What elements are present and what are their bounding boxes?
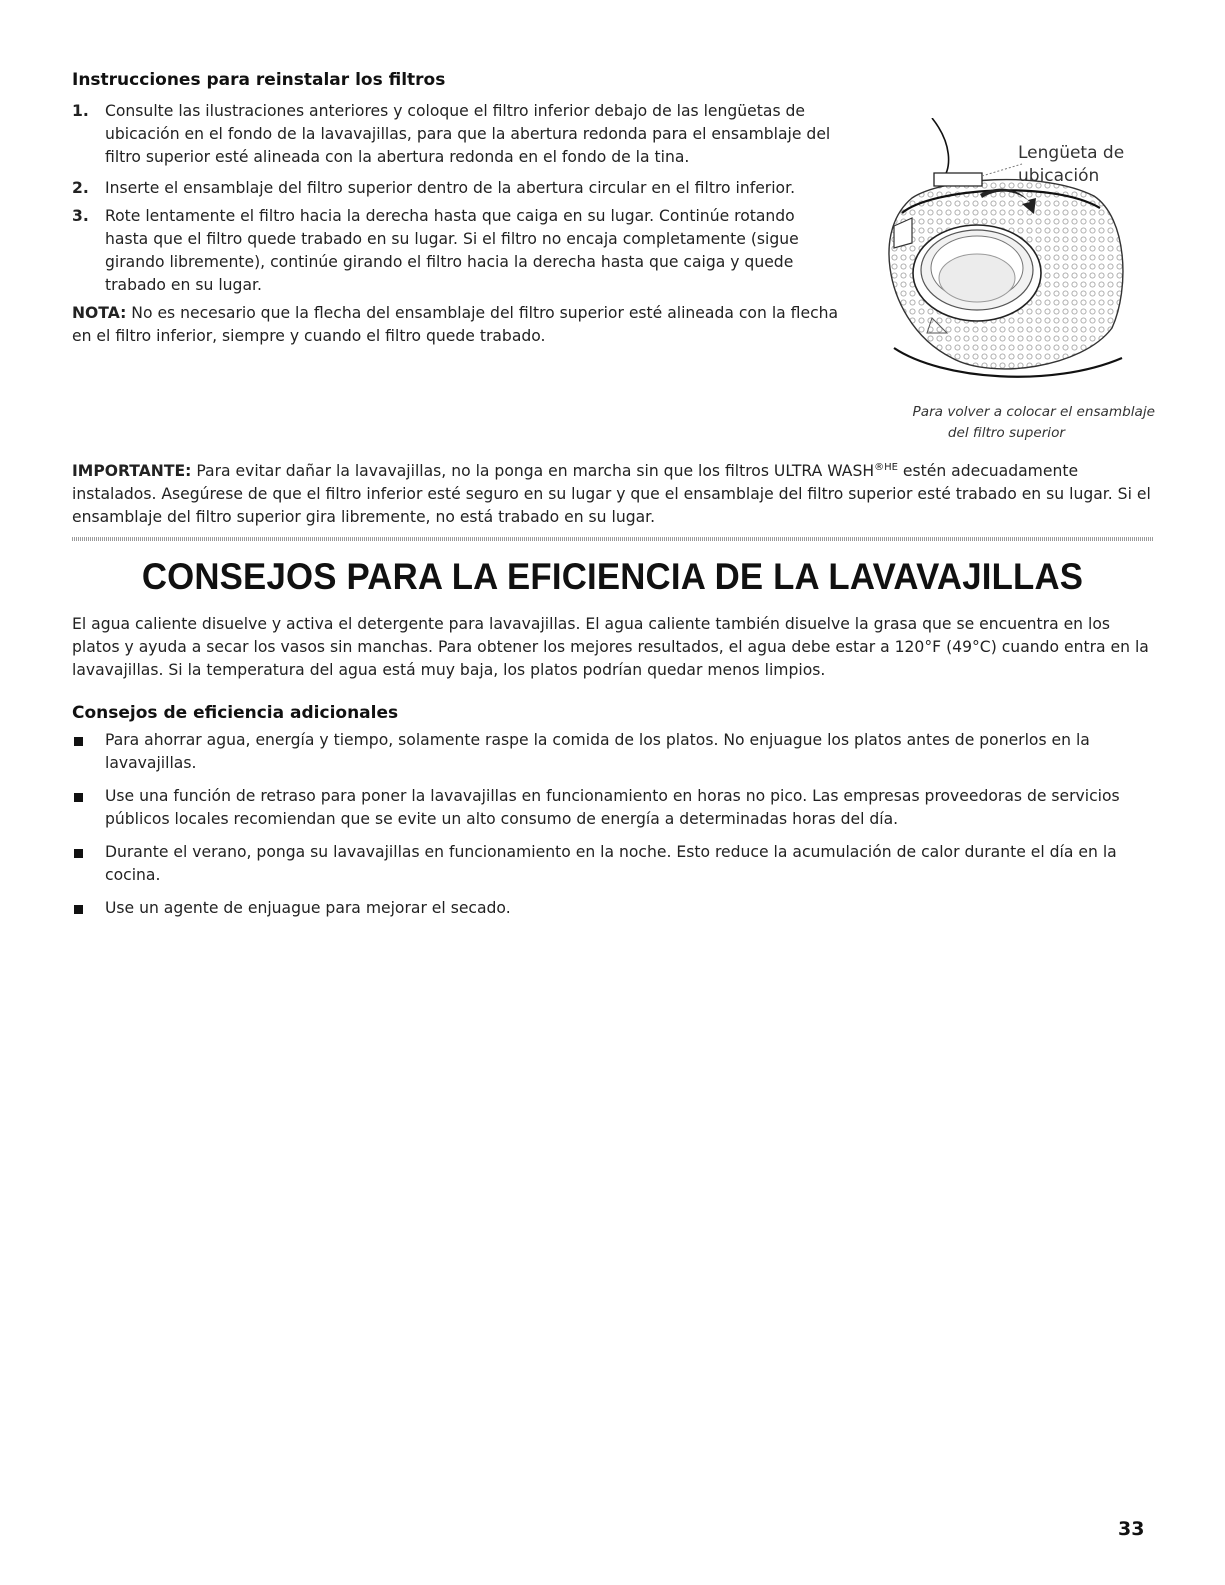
tip-text: Use una función de retraso para poner la lavavajillas en funcionamiento en horas no pico. Las empresas proveedoras de servicios públicos locales recomiendan que se evite un alto consumo de energía a determinadas horas del día. <box>105 787 1120 828</box>
note-label: NOTA: <box>72 304 127 322</box>
note-paragraph <box>72 302 842 348</box>
list-item <box>72 841 1157 887</box>
step-number: 3. <box>72 207 89 225</box>
bullet-square-icon <box>74 737 83 746</box>
tip-text: Para ahorrar agua, energía y tiempo, solamente raspe la comida de los platos. No enjuague los platos antes de ponerlos en la lavavajillas. <box>105 731 1090 772</box>
step-text: Inserte el ensamblaje del filtro superior dentro de la abertura circular en el filtro inferior. <box>105 179 796 197</box>
locating-tab-callout <box>1018 142 1124 188</box>
step-3 <box>72 205 842 297</box>
important-text-b: estén adecuadamente instalados. Asegúrese de que el filtro inferior esté seguro en su lugar y que el ensamblaje del filtro superior esté trabado en su lugar. Si el ensamblaje del filtro superior gira libremente, no está trabado en su lugar. <box>72 462 1151 527</box>
tips-list <box>72 729 1157 930</box>
note-text: No es necesario que la flecha del ensamblaje del filtro superior esté alineada con la flecha en el filtro inferior, siempre y cuando el filtro quede trabado. <box>72 304 839 345</box>
list-item <box>72 785 1157 831</box>
step-text: Rote lentamente el filtro hacia la derecha hasta que caiga en su lugar. Continúe rotando hasta que el filtro quede trabado en su lugar. Si el filtro no encaja completamente (sigue girando libremente), continúe girando el filtro hacia la derecha hasta que caiga y quede trabado en su lugar. <box>105 207 799 294</box>
step-number: 2. <box>72 179 89 197</box>
list-item <box>72 897 1157 920</box>
tip-text: Durante el verano, ponga su lavavajillas en funcionamiento en la noche. Esto reduce la acumulación de calor durante el día en la cocina. <box>105 843 1117 884</box>
callout-line-2: ubicación <box>1018 166 1100 186</box>
bullet-square-icon <box>74 905 83 914</box>
callout-line-1: Lengüeta de <box>1018 143 1125 163</box>
step-number: 1. <box>72 102 89 120</box>
efficiency-intro: El agua caliente disuelve y activa el detergente para lavavajillas. El agua caliente también disuelve la grasa que se encuentra en los platos y ayuda a secar los vasos sin manchas. Para obtener los mejores resultados, el agua debe estar a 120°F (49°C) cuando entra en la lavavajillas. Si la temperatura del agua está muy baja, los platos podrían quedar menos limpios. <box>72 615 1149 679</box>
bullet-square-icon <box>74 793 83 802</box>
figure-caption <box>835 402 1155 444</box>
page-number: 33 <box>1118 1518 1145 1540</box>
section-divider <box>72 537 1154 541</box>
caption-line-2: del filtro superior <box>947 425 1065 441</box>
step-text: Consulte las ilustraciones anteriores y coloque el filtro inferior debajo de las lengüetas de ubicación en el fondo de la lavavajillas, para que la abertura redonda para el ensamblaje del filtro superior esté alineada con la abertura redonda en el fondo de la tina. <box>105 102 831 166</box>
important-paragraph <box>72 456 1157 529</box>
efficiency-tips-title: CONSEJOS PARA LA EFICIENCIA DE LA LAVAVAJILLAS <box>141 556 1084 597</box>
important-text-a: Para evitar dañar la lavavajillas, no la ponga en marcha sin que los filtros ULTRA WASH <box>191 462 875 481</box>
additional-tips-heading: Consejos de eficiencia adicionales <box>72 703 399 723</box>
important-label: IMPORTANTE: <box>72 462 192 481</box>
bullet-square-icon <box>74 849 83 858</box>
step-2 <box>72 177 842 200</box>
reinstall-filters-heading: Instrucciones para reinstalar los filtros <box>72 70 446 90</box>
tip-text: Use un agente de enjuague para mejorar el secado. <box>105 899 511 917</box>
registered-he-mark: ®HE <box>874 462 898 473</box>
list-item <box>72 729 1157 775</box>
step-1 <box>72 100 842 169</box>
caption-line-1: Para volver a colocar el ensamblaje <box>912 404 1155 420</box>
